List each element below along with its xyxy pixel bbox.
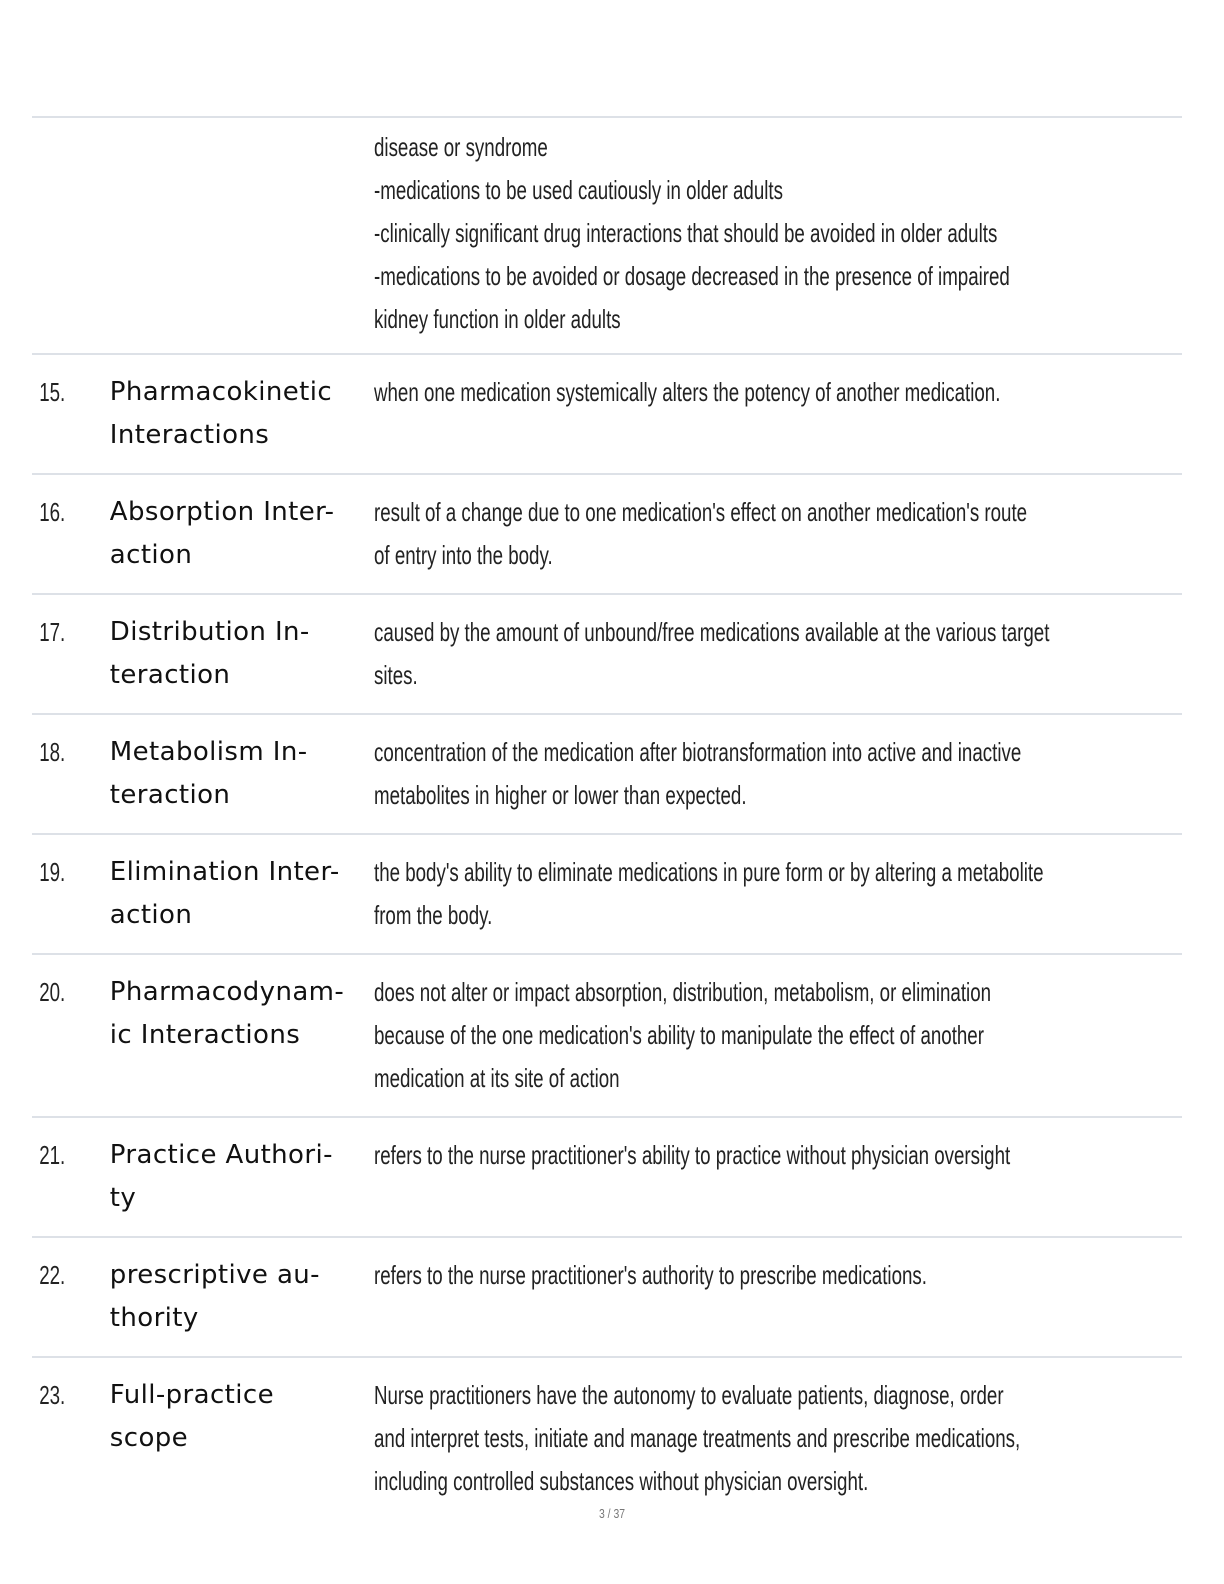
glossary-row <box>32 1116 1182 1236</box>
entry-definition <box>374 1374 1182 1503</box>
entry-term <box>110 371 374 457</box>
entry-number: 17. <box>39 617 66 647</box>
entry-definition <box>374 971 1182 1100</box>
entry-number: 16. <box>39 497 66 527</box>
definition-line: kidney function in older adults <box>374 304 621 334</box>
term-line: action <box>109 540 193 570</box>
entry-definition <box>374 611 1182 697</box>
definition-line: from the body. <box>374 900 493 930</box>
term-line: Pharmacodynam- <box>109 977 345 1007</box>
definition-line: refers to the nurse practitioner's authority to prescribe medications. <box>374 1260 927 1290</box>
term-line: action <box>109 900 193 930</box>
entry-term <box>110 491 374 577</box>
definition-line: -medications to be avoided or dosage decreased in the presence of impaired <box>374 261 1010 291</box>
definition-line: because of the one medication's ability to manipulate the effect of another <box>374 1020 984 1050</box>
definition-line: concentration of the medication after biotransformation into active and inactive <box>374 737 1022 767</box>
term-line: Distribution In- <box>109 617 310 647</box>
entry-term <box>110 611 374 697</box>
definition-line: disease or syndrome <box>374 132 548 162</box>
entry-number <box>32 126 88 341</box>
term-line: scope <box>109 1423 189 1453</box>
term-line: Metabolism In- <box>109 737 308 767</box>
page-number: 3 / 37 <box>598 1506 626 1521</box>
definition-line: Nurse practitioners have the autonomy to evaluate patients, diagnose, order <box>374 1380 1004 1410</box>
term-line: thority <box>109 1303 199 1333</box>
definition-line: the body's ability to eliminate medications in pure form or by altering a metabolite <box>374 857 1044 887</box>
definition-line: sites. <box>374 660 418 690</box>
entry-term <box>110 731 374 817</box>
term-line: Elimination Inter- <box>109 857 340 887</box>
term-line: teraction <box>109 780 231 810</box>
term-line: ic Interactions <box>109 1020 301 1050</box>
continuation-row <box>32 116 1182 353</box>
glossary-row <box>32 473 1182 593</box>
entry-number: 23. <box>39 1380 66 1410</box>
term-line: Full-practice <box>109 1380 274 1410</box>
definition-line: -medications to be used cautiously in older adults <box>374 175 783 205</box>
entry-term <box>110 851 374 937</box>
definition-line: -clinically significant drug interactions that should be avoided in older adults <box>374 218 998 248</box>
entry-number: 21. <box>39 1140 66 1170</box>
term-line: Absorption Inter- <box>109 497 335 527</box>
definition-line: including controlled substances without physician oversight. <box>374 1466 869 1496</box>
glossary-row <box>32 1356 1182 1519</box>
entry-term <box>110 1374 374 1503</box>
definition-line: result of a change due to one medication's effect on another medication's route <box>374 497 1028 527</box>
entry-term <box>110 1254 374 1340</box>
term-line: prescriptive au- <box>109 1260 320 1290</box>
glossary-row <box>32 833 1182 953</box>
glossary-row <box>32 953 1182 1116</box>
term-line: ty <box>109 1183 137 1213</box>
entry-definition <box>374 1254 1182 1340</box>
entry-definition <box>374 731 1182 817</box>
definition-line: does not alter or impact absorption, distribution, metabolism, or elimination <box>374 977 992 1007</box>
definition-line: caused by the amount of unbound/free medications available at the various target <box>374 617 1050 647</box>
entry-term <box>110 971 374 1100</box>
definition-line: and interpret tests, initiate and manage treatments and prescribe medications, <box>374 1423 1021 1453</box>
glossary-table <box>32 116 1182 1519</box>
definition-line: of entry into the body. <box>374 540 553 570</box>
entry-number: 18. <box>39 737 66 767</box>
entry-number: 20. <box>39 977 66 1007</box>
term-line: Interactions <box>109 420 270 450</box>
definition-line: medication at its site of action <box>374 1063 620 1093</box>
term-line: teraction <box>109 660 231 690</box>
entry-number: 22. <box>39 1260 66 1290</box>
entry-definition <box>374 126 1182 341</box>
glossary-row <box>32 353 1182 473</box>
term-line: Pharmacokinetic <box>109 377 333 407</box>
glossary-row <box>32 713 1182 833</box>
glossary-row <box>32 1236 1182 1356</box>
entry-definition <box>374 491 1182 577</box>
definition-line: metabolites in higher or lower than expected. <box>374 780 747 810</box>
entry-term <box>110 1134 374 1220</box>
entry-definition <box>374 851 1182 937</box>
entry-term <box>110 126 374 341</box>
entry-number: 19. <box>39 857 66 887</box>
entry-definition <box>374 371 1182 457</box>
entry-definition <box>374 1134 1182 1220</box>
term-line: Practice Authori- <box>109 1140 333 1170</box>
glossary-row <box>32 593 1182 713</box>
definition-line: refers to the nurse practitioner's ability to practice without physician oversight <box>374 1140 1011 1170</box>
definition-line: when one medication systemically alters the potency of another medication. <box>374 377 1001 407</box>
entry-number: 15. <box>39 377 66 407</box>
